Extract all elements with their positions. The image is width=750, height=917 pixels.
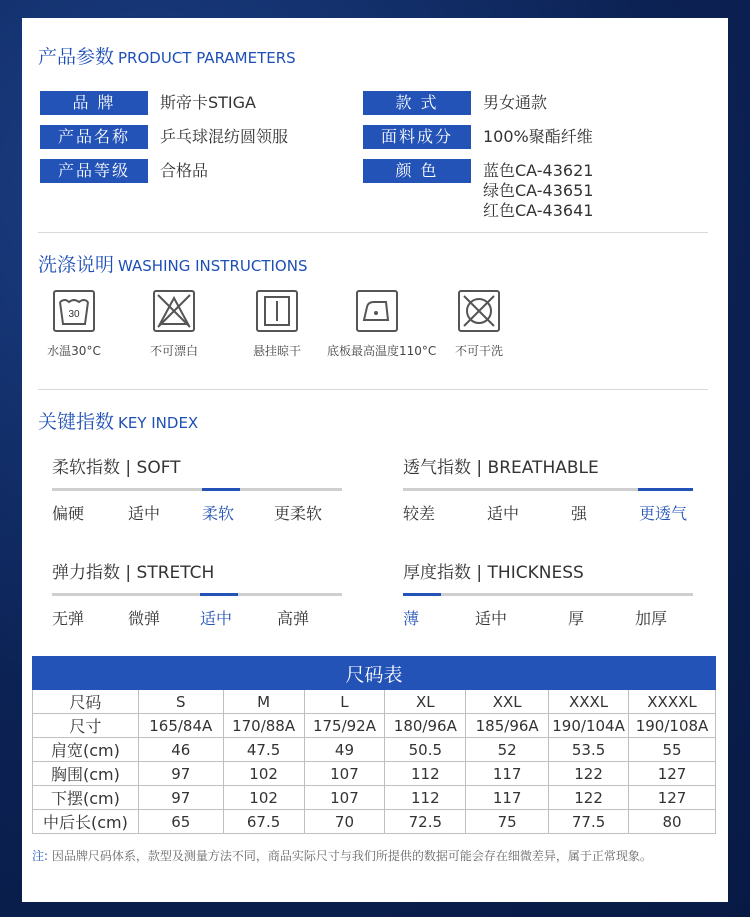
index-title: 弹力指数 | STRETCH bbox=[52, 563, 215, 583]
table-row bbox=[33, 762, 716, 786]
table-cell: 97 bbox=[138, 762, 223, 786]
table-cell: 112 bbox=[385, 762, 466, 786]
key-index-title-cn: 关键指数 bbox=[38, 411, 115, 433]
washing-title-cn: 洗涤说明 bbox=[38, 254, 115, 276]
table-cell: 190/108A bbox=[629, 714, 716, 738]
wash-item bbox=[429, 290, 529, 359]
table-cell: 107 bbox=[304, 786, 385, 810]
table-row bbox=[33, 738, 716, 762]
table-cell: 112 bbox=[385, 786, 466, 810]
index-option: 加厚 bbox=[635, 609, 668, 628]
index-option: 更柔软 bbox=[274, 504, 323, 523]
size-cell: XL bbox=[385, 690, 466, 714]
content-card bbox=[22, 18, 728, 902]
param-value: 男女通款 bbox=[483, 93, 548, 112]
params-title-en: PRODUCT PARAMETERS bbox=[118, 49, 296, 67]
color-value: 红色CA-43641 bbox=[483, 201, 594, 220]
index-bar-marker bbox=[403, 593, 441, 596]
param-color bbox=[363, 159, 693, 220]
table-cell: 70 bbox=[304, 810, 385, 834]
index-option: 强 bbox=[571, 504, 588, 523]
table-cell: 46 bbox=[138, 738, 223, 762]
wash-item bbox=[227, 290, 327, 359]
table-cell: 47.5 bbox=[223, 738, 304, 762]
index-bar bbox=[52, 488, 342, 491]
param-brand bbox=[40, 91, 370, 115]
size-header-label: 尺码 bbox=[33, 690, 139, 714]
table-cell: 67.5 bbox=[223, 810, 304, 834]
table-cell: 127 bbox=[629, 762, 716, 786]
wash-label: 不可干洗 bbox=[454, 344, 503, 358]
wash-temp-text: 30 bbox=[68, 309, 80, 320]
note-label: 注: bbox=[32, 849, 49, 863]
index-soft bbox=[52, 453, 342, 523]
table-cell: 185/96A bbox=[466, 714, 549, 738]
table-cell: 122 bbox=[549, 762, 629, 786]
index-option-selected: 更透气 bbox=[639, 504, 688, 523]
key-index-title bbox=[38, 407, 198, 434]
param-label: 品 牌 bbox=[40, 91, 148, 115]
index-option: 偏硬 bbox=[52, 504, 85, 523]
table-cell: 50.5 bbox=[385, 738, 466, 762]
table-cell: 80 bbox=[629, 810, 716, 834]
table-cell: 122 bbox=[549, 786, 629, 810]
index-title: 厚度指数 | THICKNESS bbox=[403, 563, 584, 583]
param-value: 斯帝卡STIGA bbox=[160, 93, 256, 112]
table-row bbox=[33, 786, 716, 810]
table-cell: 107 bbox=[304, 762, 385, 786]
table-cell: 190/104A bbox=[549, 714, 629, 738]
param-value: 合格品 bbox=[160, 161, 209, 180]
row-label: 胸围(cm) bbox=[33, 762, 139, 786]
size-note bbox=[32, 847, 716, 865]
table-cell: 53.5 bbox=[549, 738, 629, 762]
param-value: 乒乓球混纺圆领服 bbox=[160, 127, 289, 146]
param-label: 面料成分 bbox=[363, 125, 471, 149]
index-option: 适中 bbox=[475, 609, 508, 628]
color-value: 蓝色CA-43621 bbox=[483, 161, 594, 180]
wash-label: 不可漂白 bbox=[149, 344, 198, 358]
index-option: 厚 bbox=[568, 609, 585, 628]
index-title: 柔软指数 | SOFT bbox=[52, 458, 181, 478]
table-cell: 75 bbox=[466, 810, 549, 834]
index-bar-marker bbox=[638, 488, 693, 491]
size-cell: S bbox=[138, 690, 223, 714]
index-bar-marker bbox=[200, 593, 238, 596]
index-bar-marker bbox=[202, 488, 240, 491]
table-cell: 165/84A bbox=[138, 714, 223, 738]
table-cell: 102 bbox=[223, 762, 304, 786]
washing-title bbox=[38, 250, 307, 277]
param-value: 100%聚酯纤维 bbox=[483, 127, 593, 146]
no-tumble-dry-icon bbox=[458, 290, 500, 332]
table-cell: 49 bbox=[304, 738, 385, 762]
table-cell: 55 bbox=[629, 738, 716, 762]
no-bleach-icon bbox=[153, 290, 195, 332]
table-cell: 97 bbox=[138, 786, 223, 810]
wash-label: 水温30°C bbox=[47, 344, 101, 358]
table-cell: 117 bbox=[466, 786, 549, 810]
key-index-title-en: KEY INDEX bbox=[118, 414, 199, 432]
iron-icon bbox=[356, 290, 398, 332]
index-option: 无弹 bbox=[52, 609, 85, 628]
param-label: 颜 色 bbox=[363, 159, 471, 183]
row-label: 肩宽(cm) bbox=[33, 738, 139, 762]
size-cell: XXXL bbox=[549, 690, 629, 714]
row-label: 尺寸 bbox=[33, 714, 139, 738]
index-option-selected: 柔软 bbox=[202, 504, 235, 523]
color-value: 绿色CA-43651 bbox=[483, 181, 594, 200]
table-cell: 175/92A bbox=[304, 714, 385, 738]
row-label: 中后长(cm) bbox=[33, 810, 139, 834]
table-cell: 117 bbox=[466, 762, 549, 786]
table-cell: 170/88A bbox=[223, 714, 304, 738]
index-stretch bbox=[52, 558, 342, 628]
index-option: 微弹 bbox=[128, 609, 161, 628]
param-grade bbox=[40, 159, 370, 183]
table-row bbox=[33, 810, 716, 834]
index-bar bbox=[403, 593, 693, 596]
hang-dry-icon bbox=[256, 290, 298, 332]
params-title bbox=[38, 42, 296, 69]
index-bar bbox=[403, 488, 693, 491]
wash-item bbox=[24, 290, 124, 359]
index-breathable bbox=[403, 453, 693, 523]
size-table-title: 尺码表 bbox=[33, 657, 716, 690]
size-cell: L bbox=[304, 690, 385, 714]
param-value-list bbox=[483, 161, 593, 221]
index-option: 适中 bbox=[128, 504, 161, 523]
params-title-cn: 产品参数 bbox=[38, 46, 115, 68]
index-option: 高弹 bbox=[277, 609, 310, 628]
note-text: 因品牌尺码体系，款型及测量方法不同，商品实际尺寸与我们所提供的数据可能会存在细微差异，属于正常现象。 bbox=[51, 849, 652, 863]
wash-label: 底板最高温度110°C bbox=[327, 344, 437, 358]
wash-30-icon bbox=[53, 290, 95, 332]
param-label: 款 式 bbox=[363, 91, 471, 115]
size-table bbox=[32, 656, 716, 834]
table-cell: 180/96A bbox=[385, 714, 466, 738]
table-cell: 102 bbox=[223, 786, 304, 810]
table-cell: 77.5 bbox=[549, 810, 629, 834]
param-style bbox=[363, 91, 693, 115]
table-cell: 72.5 bbox=[385, 810, 466, 834]
size-cell: XXXXL bbox=[629, 690, 716, 714]
divider bbox=[38, 389, 708, 390]
size-table-caption-row bbox=[33, 657, 716, 690]
index-thickness bbox=[403, 558, 693, 628]
divider bbox=[38, 232, 708, 233]
index-option: 适中 bbox=[487, 504, 520, 523]
index-option-selected: 适中 bbox=[200, 609, 233, 628]
size-header-row bbox=[33, 690, 716, 714]
index-option: 较差 bbox=[403, 504, 436, 523]
washing-title-en: WASHING INSTRUCTIONS bbox=[118, 257, 308, 275]
table-cell: 52 bbox=[466, 738, 549, 762]
index-title: 透气指数 | BREATHABLE bbox=[403, 458, 599, 478]
size-cell: XXL bbox=[466, 690, 549, 714]
wash-item bbox=[327, 290, 437, 359]
param-product-name bbox=[40, 125, 370, 149]
wash-label: 悬挂晾干 bbox=[252, 344, 301, 358]
row-label: 下摆(cm) bbox=[33, 786, 139, 810]
param-label: 产品等级 bbox=[40, 159, 148, 183]
index-bar bbox=[52, 593, 342, 596]
wash-item bbox=[124, 290, 224, 359]
table-cell: 127 bbox=[629, 786, 716, 810]
param-fabric bbox=[363, 125, 693, 149]
table-cell: 65 bbox=[138, 810, 223, 834]
param-label: 产品名称 bbox=[40, 125, 148, 149]
table-row bbox=[33, 714, 716, 738]
size-cell: M bbox=[223, 690, 304, 714]
index-option-selected: 薄 bbox=[403, 609, 420, 628]
